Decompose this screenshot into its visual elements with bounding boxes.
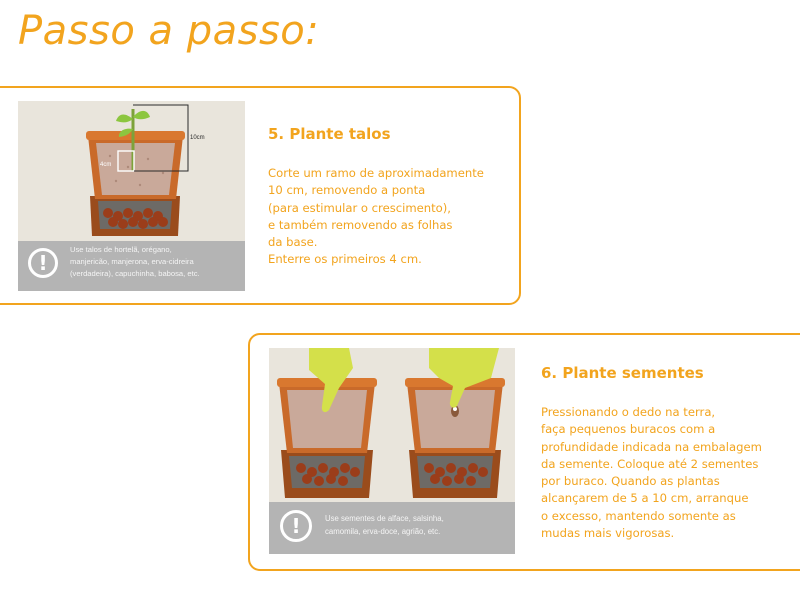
instruction-line: da semente. Coloque até 2 sementes bbox=[541, 456, 759, 471]
step-5-tip-box bbox=[18, 241, 245, 291]
step-5-instructions bbox=[268, 165, 484, 269]
page-title: Passo a passo: bbox=[18, 8, 320, 54]
step-5-illustration bbox=[18, 101, 245, 291]
measure-4cm-label: 4cm bbox=[100, 162, 112, 168]
instruction-line: o excesso, mantendo somente as bbox=[541, 508, 736, 523]
measure-10cm-label: 10cm bbox=[190, 135, 205, 141]
instruction-line: Corte um ramo de aproximadamente bbox=[268, 166, 484, 180]
tip-line: Use sementes de alface, salsinha, bbox=[325, 514, 444, 523]
tip-line: Use talos de hortelã, orégano, bbox=[70, 245, 172, 254]
step-5-tip-text bbox=[70, 244, 239, 280]
step-6-illustration bbox=[269, 348, 515, 554]
instruction-line: da base. bbox=[268, 235, 318, 250]
instruction-line: profundidade indicada na embalagem bbox=[541, 439, 762, 454]
instruction-line: alcançarem de 5 a 10 cm, arranque bbox=[541, 491, 749, 506]
step-6-tip-text bbox=[325, 512, 509, 538]
exclamation-icon: ! bbox=[28, 248, 58, 278]
instruction-line: Enterre os primeiros 4 cm. bbox=[268, 252, 422, 267]
tip-line: camomila, erva-doce, agrião, etc. bbox=[325, 527, 441, 536]
tip-line: manjericão, manjerona, erva-cidreira bbox=[70, 257, 194, 266]
step-6-title: 6. Plante sementes bbox=[541, 364, 704, 382]
instruction-line: e também removendo as folhas bbox=[268, 217, 453, 232]
instruction-line: Pressionando o dedo na terra, bbox=[541, 405, 716, 419]
instruction-line: faça pequenos buracos com a bbox=[541, 422, 716, 437]
tip-line: (verdadeira), capuchinha, babosa, etc. bbox=[70, 269, 200, 278]
step-6-instructions bbox=[541, 404, 762, 542]
step-6-tip-box bbox=[269, 502, 515, 554]
exclamation-icon: ! bbox=[280, 510, 312, 542]
step-5-title: 5. Plante talos bbox=[268, 125, 391, 143]
instruction-line: (para estimular o crescimento), bbox=[268, 200, 451, 215]
instruction-line: mudas mais vigorosas. bbox=[541, 526, 675, 541]
instruction-line: por buraco. Quando as plantas bbox=[541, 474, 720, 489]
instruction-line: 10 cm, removendo a ponta bbox=[268, 183, 426, 198]
